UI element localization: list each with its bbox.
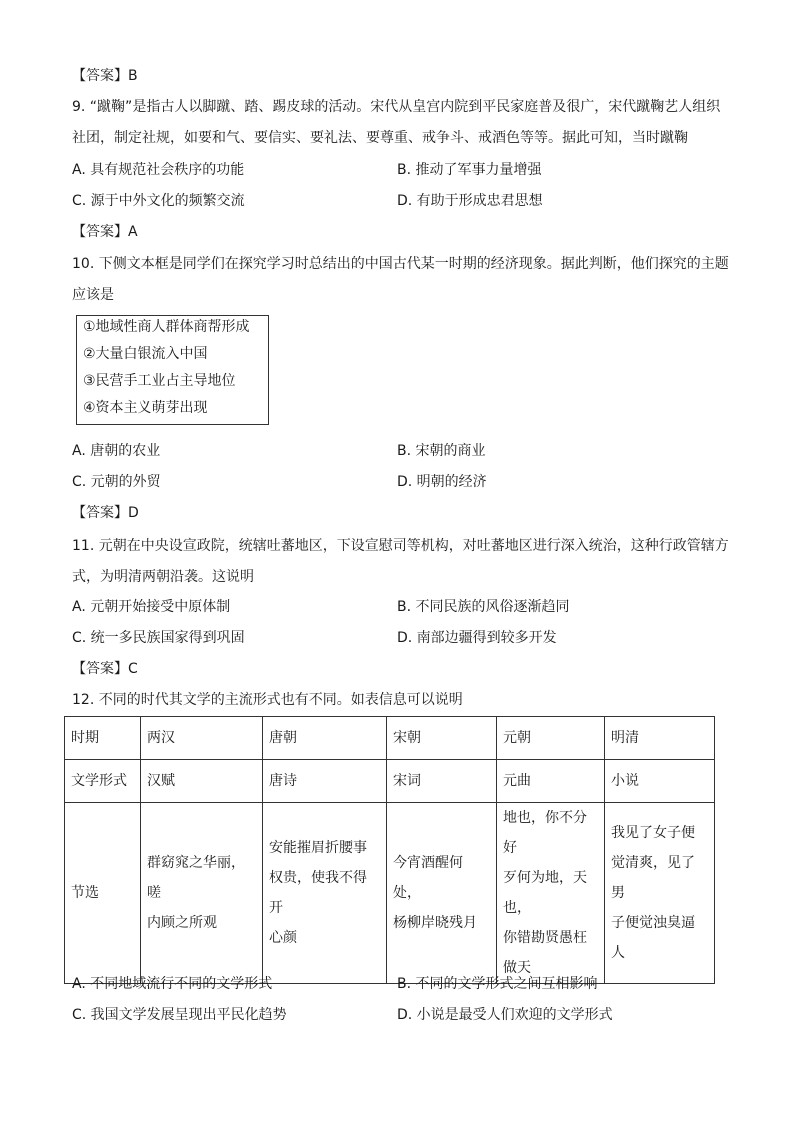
q10-option-c[interactable]: C. 元朝的外贸 xyxy=(72,474,161,490)
excerpt-line: 地也，你不分好 xyxy=(503,810,587,856)
table-cell xyxy=(141,803,263,984)
excerpt-line: 歹何为地，天也， xyxy=(503,870,587,916)
answer-9: 【答案】A xyxy=(72,224,138,240)
q12-option-b[interactable]: B. 不同的文学形式之间互相影响 xyxy=(397,976,598,992)
table-cell xyxy=(387,803,497,984)
table-cell: 时期 xyxy=(65,717,141,760)
excerpt-line: 人 xyxy=(611,945,625,961)
table-cell: 宋朝 xyxy=(387,717,497,760)
excerpt-line: 杨柳岸晓残月 xyxy=(393,915,477,931)
table-cell xyxy=(605,803,715,984)
question-9-stem: 9. “蹴鞠”是指古人以脚蹴、踏、踢皮球的活动。宋代从皇宫内院到平民家庭普及很广，宋代蹴鞠艺人组织社团，制定社规，如要和气、要信实、要礼法、要尊重、戒争斗、戒酒色等等。据此可知，当时蹴鞠 xyxy=(72,99,721,146)
q10-option-a[interactable]: A. 唐朝的农业 xyxy=(72,443,161,459)
q11-option-b[interactable]: B. 不同民族的风俗逐渐趋同 xyxy=(397,599,570,615)
excerpt-line: 做天 xyxy=(503,960,531,976)
q9-option-c[interactable]: C. 源于中外文化的频繁交流 xyxy=(72,193,245,209)
excerpt-line: 群窈窕之华丽，嗟 xyxy=(147,855,245,901)
table-cell xyxy=(497,803,605,984)
table-row xyxy=(65,760,715,803)
q12-option-d[interactable]: D. 小说是最受人们欢迎的文学形式 xyxy=(397,1007,613,1023)
table-cell: 明清 xyxy=(605,717,715,760)
table-cell: 两汉 xyxy=(141,717,263,760)
excerpt-line: 觉清爽，见了男 xyxy=(611,855,695,901)
table-cell: 唐朝 xyxy=(263,717,387,760)
table-cell: 文学形式 xyxy=(65,760,141,803)
table-cell: 小说 xyxy=(605,760,715,803)
question-12-stem: 12. 不同的时代其文学的主流形式也有不同。如表信息可以说明 xyxy=(72,692,463,708)
text-box-line: ④资本主义萌芽出现 xyxy=(83,400,208,416)
q11-option-d[interactable]: D. 南部边疆得到较多开发 xyxy=(397,630,557,646)
table-cell: 元朝 xyxy=(497,717,605,760)
answer-8: 【答案】B xyxy=(72,68,138,84)
excerpt-line: 我见了女子便 xyxy=(611,825,695,841)
q9-option-a[interactable]: A. 具有规范社会秩序的功能 xyxy=(72,162,245,178)
excerpt-line: 心颜 xyxy=(269,930,297,946)
literature-table xyxy=(64,716,715,984)
q10-option-d[interactable]: D. 明朝的经济 xyxy=(397,474,487,490)
excerpt-line: 安能摧眉折腰事 xyxy=(269,840,367,856)
q12-option-c[interactable]: C. 我国文学发展呈现出平民化趋势 xyxy=(72,1007,287,1023)
question-10-stem: 10. 下侧文本框是同学们在探究学习时总结出的中国古代某一时期的经济现象。据此判断，他们探究的主题应该是 xyxy=(72,256,729,303)
text-box-line: ②大量白银流入中国 xyxy=(83,346,208,362)
excerpt-line: 今宵酒醒何处， xyxy=(393,855,463,901)
table-row xyxy=(65,717,715,760)
text-box-line: ①地域性商人群体商帮形成 xyxy=(83,319,250,335)
q10-text-box xyxy=(76,315,269,425)
excerpt-line: 子便觉浊臭逼 xyxy=(611,915,695,931)
table-cell: 元曲 xyxy=(497,760,605,803)
text-box-line: ③民营手工业占主导地位 xyxy=(83,373,236,389)
excerpt-line: 权贵，使我不得开 xyxy=(269,870,367,916)
q9-option-b[interactable]: B. 推动了军事力量增强 xyxy=(397,162,542,178)
question-11-stem: 11. 元朝在中央设宣政院，统辖吐蕃地区，下设宣慰司等机构，对吐蕃地区进行深入统治，这种行政管辖方式，为明清两朝沿袭。这说明 xyxy=(72,538,729,585)
answer-11: 【答案】C xyxy=(72,661,138,677)
q11-option-a[interactable]: A. 元朝开始接受中原体制 xyxy=(72,599,231,615)
q10-option-b[interactable]: B. 宋朝的商业 xyxy=(397,443,486,459)
excerpt-line: 内顾之所观 xyxy=(147,915,217,931)
table-cell: 汉赋 xyxy=(141,760,263,803)
table-cell: 节选 xyxy=(65,803,141,984)
excerpt-line: 你错勘贤愚枉 xyxy=(503,930,587,946)
table-row xyxy=(65,803,715,984)
q11-option-c[interactable]: C. 统一多民族国家得到巩固 xyxy=(72,630,245,646)
table-cell xyxy=(263,803,387,984)
table-cell: 唐诗 xyxy=(263,760,387,803)
q12-option-a[interactable]: A. 不同地域流行不同的文学形式 xyxy=(72,976,273,992)
table-cell: 宋词 xyxy=(387,760,497,803)
q9-option-d[interactable]: D. 有助于形成忠君思想 xyxy=(397,193,543,209)
answer-10: 【答案】D xyxy=(72,505,139,521)
